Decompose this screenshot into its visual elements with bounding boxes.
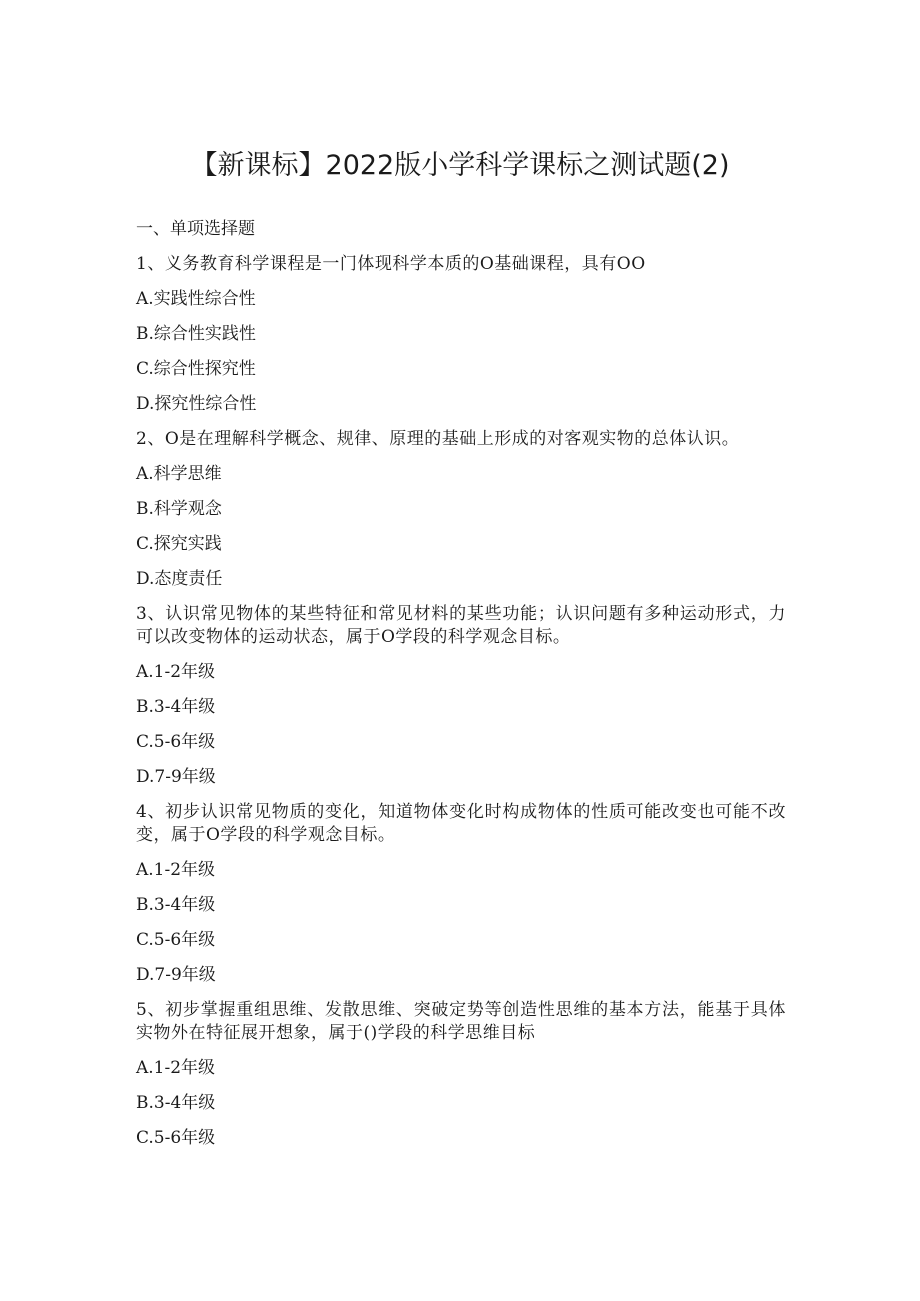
document-title: 【新课标】2022版小学科学课标之测试题(2): [190, 150, 730, 181]
option-c: C.综合性探究性: [136, 359, 256, 379]
option-a: A.科学思维: [136, 464, 222, 484]
document-body: [136, 218, 786, 1162]
option-b: B.科学观念: [136, 499, 222, 519]
question-2: [136, 428, 786, 591]
option-d: D.态度责任: [136, 569, 223, 589]
option-a: A.实践性综合性: [136, 289, 256, 309]
option-a: A.1-2年级: [136, 1058, 216, 1078]
section-heading: 一、单项选择题: [136, 219, 255, 239]
option-c: C.探究实践: [136, 534, 222, 554]
option-c: C.5-6年级: [136, 1128, 216, 1148]
option-c: C.5-6年级: [136, 732, 216, 752]
question-text: 5、初步掌握重组思维、发散思维、突破定势等创造性思维的基本方法，能基于具体实物外在特征展开想象，属于()学段的科学思维目标: [136, 1000, 786, 1043]
question-5: [136, 999, 786, 1150]
question-3: [136, 603, 786, 789]
question-1: [136, 253, 786, 416]
question-text: 1、义务教育科学课程是一门体现科学本质的O基础课程，具有OO: [136, 254, 646, 274]
option-c: C.5-6年级: [136, 930, 216, 950]
option-b: B.3-4年级: [136, 1093, 216, 1113]
option-b: B.3-4年级: [136, 697, 216, 717]
option-b: B.3-4年级: [136, 895, 216, 915]
option-d: D.探究性综合性: [136, 394, 257, 414]
question-text: 4、初步认识常见物质的变化，知道物体变化时构成物体的性质可能改变也可能不改变，属于O学段的科学观念目标。: [136, 802, 786, 845]
question-text: 3、认识常见物体的某些特征和常见材料的某些功能；认识问题有多种运动形式，力可以改变物体的运动状态，属于O学段的科学观念目标。: [136, 604, 786, 647]
question-text: 2、O是在理解科学概念、规律、原理的基础上形成的对客观实物的总体认识。: [136, 429, 740, 449]
option-a: A.1-2年级: [136, 860, 216, 880]
option-b: B.综合性实践性: [136, 324, 256, 344]
question-4: [136, 801, 786, 987]
option-a: A.1-2年级: [136, 662, 216, 682]
option-d: D.7-9年级: [136, 767, 216, 787]
option-d: D.7-9年级: [136, 965, 216, 985]
